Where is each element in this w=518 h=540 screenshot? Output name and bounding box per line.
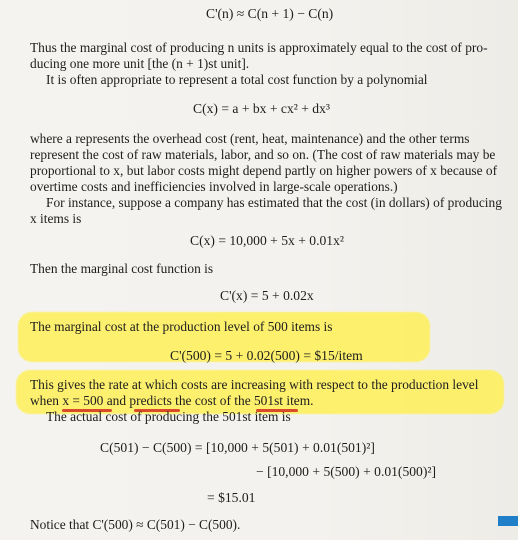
equation-marginal-function: C'(x) = 5 + 0.02x xyxy=(220,288,314,303)
paragraph-line: For instance, suppose a company has estimated that the cost (in dollars) of producing xyxy=(46,195,502,210)
equation-actual-cost: C(501) − C(500) = [10,000 + 5(501) + 0.01(501)²] xyxy=(100,440,375,455)
paragraph-line: ducing one more unit [the (n + 1)st unit]. xyxy=(30,56,250,71)
paragraph-line: where a represents the overhead cost (rent, heat, maintenance) and the other terms xyxy=(30,131,470,146)
paragraph-line: Notice that C'(500) ≈ C(501) − C(500). xyxy=(30,517,241,532)
paragraph-line: proportional to x, but labor costs might depend partly on higher powers of x because of xyxy=(30,163,498,178)
paragraph-line: represent the cost of raw materials, labor, and so on. (The cost of raw materials may be xyxy=(30,147,496,162)
equation-cost-function: C(x) = 10,000 + 5x + 0.01x² xyxy=(190,233,344,248)
paragraph-line: overtime costs and inefficiencies involved in large-scale operations.) xyxy=(30,179,398,194)
paragraph-line: when x = 500 and predicts the cost of the 501st item. xyxy=(30,393,314,408)
page-edge-tab xyxy=(498,516,518,526)
equation-marginal-at-500: C'(500) = 5 + 0.02(500) = $15/item xyxy=(170,348,363,363)
paragraph-line: The actual cost of producing the 501st item is xyxy=(46,409,291,424)
paragraph-line: This gives the rate at which costs are increasing with respect to the production level xyxy=(30,377,479,392)
equation-actual-cost-result: = $15.01 xyxy=(207,490,256,505)
paragraph-line: Then the marginal cost function is xyxy=(30,261,214,276)
paragraph-line: The marginal cost at the production level of 500 items is xyxy=(30,319,333,334)
equation-actual-cost-cont: − [10,000 + 5(500) + 0.01(500)²] xyxy=(256,464,436,479)
paragraph-line: x items is xyxy=(30,211,82,226)
equation-marginal-approx: C'(n) ≈ C(n + 1) − C(n) xyxy=(206,6,334,21)
equation-polynomial: C(x) = a + bx + cx² + dx³ xyxy=(193,101,330,116)
paragraph-line: It is often appropriate to represent a total cost function by a polynomial xyxy=(46,72,428,87)
paragraph-line: Thus the marginal cost of producing n units is approximately equal to the cost of pro- xyxy=(30,40,488,55)
